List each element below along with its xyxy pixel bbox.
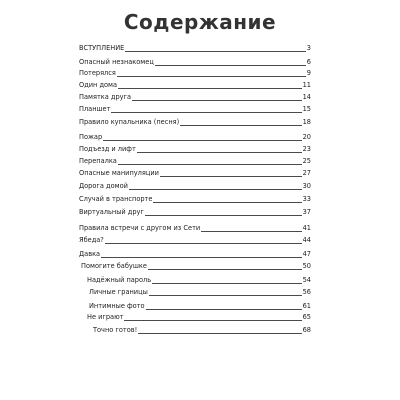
toc-entry — [0, 180, 400, 192]
toc-entry — [0, 131, 400, 143]
toc-entry-label: Опасные манипуляции — [79, 169, 159, 177]
toc-entry-label: Потерялся — [79, 69, 116, 77]
toc-entry-label: Пожар — [79, 133, 103, 141]
toc-leader-line — [111, 112, 302, 113]
toc-entry — [0, 222, 400, 234]
toc-entry-page-number: 47 — [302, 250, 311, 258]
toc-entry-page-number: 30 — [302, 182, 311, 190]
toc-entry-label: Интимные фото — [89, 302, 145, 310]
toc-entry-label: Опасный незнакомец — [79, 58, 154, 66]
toc-leader-line — [117, 76, 306, 77]
toc-leader-line — [153, 202, 302, 203]
toc-leader-line — [180, 125, 302, 126]
toc-leader-line — [101, 257, 302, 258]
toc-leader-line — [201, 231, 302, 232]
toc-leader-line — [145, 215, 302, 216]
toc-leader-line — [146, 309, 302, 310]
toc-entry-page-number: 44 — [302, 236, 311, 244]
toc-entry-page-number: 27 — [302, 169, 311, 177]
toc-entry-label: Давка — [79, 250, 101, 258]
toc-entry — [0, 260, 400, 272]
toc-entry — [0, 274, 400, 286]
toc-entry-label: Помогите бабушке — [81, 262, 147, 270]
toc-entry-page-number: 14 — [302, 93, 311, 101]
toc-entry — [0, 167, 400, 179]
toc-entry-page-number: 65 — [302, 313, 311, 321]
toc-leader-line — [155, 65, 306, 66]
toc-entry-label: Правила встречи с другом из Сети — [79, 224, 201, 232]
toc-entry-label: Случай в транспорте — [79, 195, 153, 203]
toc-entry-label: Надёжный пароль — [87, 276, 152, 284]
toc-entry-page-number: 56 — [302, 288, 311, 296]
toc-leader-line — [160, 176, 302, 177]
toc-leader-line — [152, 283, 302, 284]
toc-entry-label: Ябеда? — [79, 236, 104, 244]
toc-entry-label: ВСТУПЛЕНИЕ — [79, 44, 125, 52]
toc-leader-line — [132, 100, 302, 101]
toc-entry — [0, 91, 400, 103]
toc-entry — [0, 103, 400, 115]
toc-entry-page-number: 33 — [302, 195, 311, 203]
toc-entry-page-number: 9 — [306, 69, 311, 77]
toc-entry — [0, 311, 400, 323]
toc-entry-page-number: 3 — [306, 44, 311, 52]
toc-entry-page-number: 41 — [302, 224, 311, 232]
toc-entry — [0, 67, 400, 79]
toc-entry-page-number: 61 — [302, 302, 311, 310]
toc-entry-label: Виртуальный друг — [79, 208, 144, 216]
toc-entry-page-number: 37 — [302, 208, 311, 216]
toc-leader-line — [103, 140, 302, 141]
toc-entry-label: Личные границы — [89, 288, 148, 296]
toc-entry — [0, 143, 400, 155]
toc-entry — [0, 234, 400, 246]
toc-entry — [0, 286, 400, 298]
toc-entry-label: Перепалка — [79, 157, 117, 165]
toc-entry-label: Подъезд и лифт — [79, 145, 136, 153]
toc-entry-page-number: 20 — [302, 133, 311, 141]
toc-entry — [0, 155, 400, 167]
toc-leader-line — [148, 269, 302, 270]
toc-entry-page-number: 18 — [302, 118, 311, 126]
toc-leader-line — [137, 152, 302, 153]
toc-entry-page-number: 54 — [302, 276, 311, 284]
toc-entry-label: Не играют — [87, 313, 124, 321]
toc-entry-page-number: 11 — [302, 81, 311, 89]
toc-entry-page-number: 6 — [306, 58, 311, 66]
toc-entry-page-number: 50 — [302, 262, 311, 270]
toc-entry — [0, 324, 400, 336]
toc-entry-page-number: 23 — [302, 145, 311, 153]
toc-leader-line — [149, 295, 302, 296]
toc-entry-label: Памятка друга — [79, 93, 132, 101]
toc-leader-line — [105, 243, 302, 244]
toc-entry — [0, 116, 400, 128]
toc-leader-line — [118, 164, 302, 165]
toc-entry-page-number: 68 — [302, 326, 311, 334]
toc-entry-label: Правило купальника (песня) — [79, 118, 180, 126]
toc-entry-label: Точно готов! — [93, 326, 138, 334]
toc-entry-page-number: 25 — [302, 157, 311, 165]
page-title: Содержание — [123, 10, 277, 34]
toc-entry — [0, 193, 400, 205]
toc-entry-label: Планшет — [79, 105, 111, 113]
toc-entry — [0, 42, 400, 54]
toc-leader-line — [124, 320, 302, 321]
toc-entry-label: Один дома — [79, 81, 118, 89]
toc-entry — [0, 206, 400, 218]
toc-leader-line — [138, 333, 302, 334]
toc-leader-line — [125, 51, 306, 52]
toc-entry-label: Дорога домой — [79, 182, 128, 190]
toc-leader-line — [129, 189, 302, 190]
toc-entry — [0, 248, 400, 260]
toc-entry — [0, 79, 400, 91]
toc-leader-line — [118, 88, 302, 89]
toc-entry-page-number: 15 — [302, 105, 311, 113]
